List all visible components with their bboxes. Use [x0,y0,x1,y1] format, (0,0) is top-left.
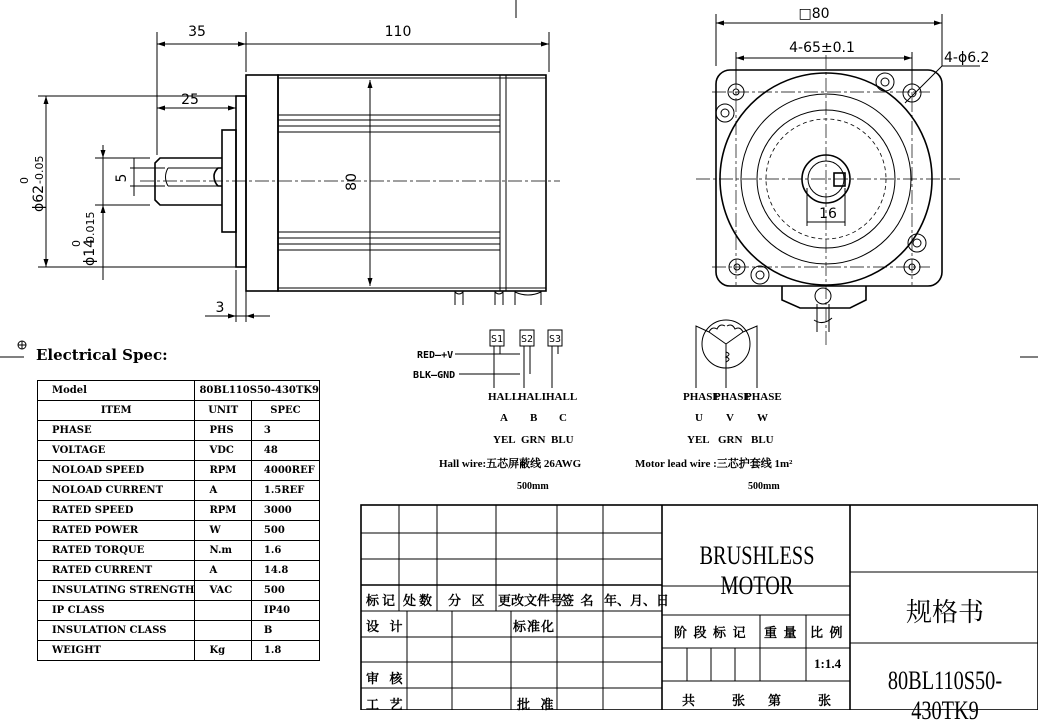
dim-phi62-tol: -0.05 [33,155,46,184]
dim-3: 3 [215,300,225,316]
cell-spec: B [251,621,319,641]
tb-total: 共 [682,694,699,709]
tb-standard: 标准化 [513,620,556,635]
cell-item: RATED TORQUE [38,541,195,561]
phase-u-letter: U [695,412,703,424]
cell-spec: 4000REF [251,461,319,481]
cell-unit: N.m [195,541,251,561]
shaft [155,158,222,205]
cell-spec: 1.6 [251,541,319,561]
tb-nth: 第 [768,694,785,709]
cell-unit: W [195,521,251,541]
dim-key: 16 [819,206,837,222]
flange [246,75,278,291]
electrical-spec-title: Electrical Spec: [36,346,168,364]
side-view [18,24,560,322]
cell-spec: 3 [251,421,319,441]
table-row [38,441,320,461]
table-row [38,521,320,541]
hall-b-letter: B [530,412,538,424]
table-row [38,461,320,481]
cell-unit: VDC [195,441,251,461]
cable-bracket [782,286,866,308]
dim-phi14-tol0: 0 [70,240,83,247]
cell-spec: 1.8 [251,641,319,661]
document-type: 规格书 [905,598,984,628]
table-row [38,381,320,401]
keyway [214,168,222,186]
dim-phi14: ϕ14 [82,238,98,266]
cell-item: IP CLASS [38,601,195,621]
front-view [696,6,989,345]
flange-ring [236,96,246,267]
tb-approve: 批 准 [517,698,557,713]
red-wire-label: RED—+V [417,350,454,361]
phase-v-label: PHASE [714,391,751,403]
table-row [38,581,320,601]
phase-u-label: PHASE [683,391,720,403]
phase-u-color: YEL [687,434,710,446]
product-name: BRUSHLESS MOTOR [699,541,815,600]
dim-square80: □80 [798,6,830,22]
hall-c-color: BLU [551,434,574,446]
table-row [38,601,320,621]
cell-spec: 48 [251,441,319,461]
phase-w-letter: W [757,412,768,424]
tb-sheet2: 张 [818,694,835,709]
table-header-row [38,401,320,421]
phase-v-letter: V [726,412,734,424]
wiring-diagram [413,320,793,492]
tb-design: 设 计 [366,620,406,635]
dim-phi62-tol0: 0 [18,177,31,184]
hall-a-letter: A [500,412,508,424]
tb-change-doc: 更改文件号 [498,594,564,609]
phase-v-color: GRN [718,434,743,446]
header-unit: UNIT [195,401,251,421]
tb-review: 审 核 [366,672,406,687]
hall-a-color: YEL [493,434,516,446]
cell-spec: 500 [251,581,319,601]
tb-process: 工 艺 [366,698,406,713]
cell-spec: 1.5REF [251,481,319,501]
cell-item: VOLTAGE [38,441,195,461]
cell-spec: 500 [251,521,319,541]
cell-spec: IP40 [251,601,319,621]
cell-unit: PHS [195,421,251,441]
cell-spec: 3000 [251,501,319,521]
dim-holes: 4-ϕ6.2 [944,50,990,66]
model-label: Model [38,381,195,401]
cell-item: RATED POWER [38,521,195,541]
hall-wire-spec: Hall wire:五芯屏蔽线 26AWG [439,458,582,470]
tb-ratio-value: 1:1.4 [814,656,842,671]
electrical-spec-table [37,380,320,661]
tb-sheet1: 张 [732,694,749,709]
hall-b-color: GRN [521,434,546,446]
sensor-s1-label: S1 [491,334,504,345]
motor-lead-spec: Motor lead wire :三芯护套线 1m² [635,458,793,470]
hall-c-label: HALL [546,391,578,403]
dim-phi14-tol: -0.015 [84,211,97,247]
cell-item: RATED CURRENT [38,561,195,581]
cell-item: NOLOAD CURRENT [38,481,195,501]
sensor-s2-label: S2 [521,334,534,345]
dim-35: 35 [188,24,206,40]
hall-b-label: HALL [518,391,550,403]
table-row [38,501,320,521]
dim-5: 5 [114,173,130,183]
tb-sign: 签 名 [561,594,595,609]
cell-item: NOLOAD SPEED [38,461,195,481]
header-item: ITEM [38,401,195,421]
cell-unit [195,601,251,621]
table-row [38,421,320,441]
cell-item: RATED SPEED [38,501,195,521]
phase-w-label: PHASE [745,391,782,403]
tb-ratio: 比 例 [810,626,844,641]
table-row [38,561,320,581]
blk-wire-label: BLK—GND [413,370,456,381]
cell-unit: VAC [195,581,251,601]
tb-count: 处数 [403,594,436,609]
table-row [38,481,320,501]
cell-unit: Kg [195,641,251,661]
tb-mark: 标记 [366,594,399,609]
sensor-s3-label: S3 [549,334,562,345]
tb-date: 年、月、日 [604,594,670,609]
hall-c-letter: C [559,412,567,424]
header-spec: SPEC [251,401,319,421]
cooling-fins [278,115,500,250]
table-row [38,541,320,561]
tb-zone: 分 区 [448,594,488,609]
cell-unit: RPM [195,501,251,521]
cell-unit: A [195,561,251,581]
hall-wire-length: 500mm [517,481,549,492]
dim-25: 25 [181,92,199,108]
dim-80: 80 [344,173,360,191]
cell-unit: RPM [195,461,251,481]
model-value: 80BL110S50-430TK9 [195,381,320,401]
tb-weight: 重 量 [764,626,798,641]
cell-item: WEIGHT [38,641,195,661]
hall-a-label: HALL [488,391,520,403]
dim-110: 110 [384,24,412,40]
dim-phi62: ϕ62 [31,184,47,212]
cell-unit: A [195,481,251,501]
cell-item: INSULATING STRENGTH [38,581,195,601]
cell-item: INSULATION CLASS [38,621,195,641]
dim-hole-spacing: 4-65±0.1 [789,40,855,56]
cell-unit [195,621,251,641]
cell-item: PHASE [38,421,195,441]
cell-spec: 14.8 [251,561,319,581]
model-number: 80BL110S50-430TK9 [887,666,1003,725]
motor-lead-length: 500mm [748,481,780,492]
tb-stage: 阶 段 标 记 [674,626,747,641]
table-row [38,621,320,641]
table-row [38,641,320,661]
phase-w-color: BLU [751,434,774,446]
